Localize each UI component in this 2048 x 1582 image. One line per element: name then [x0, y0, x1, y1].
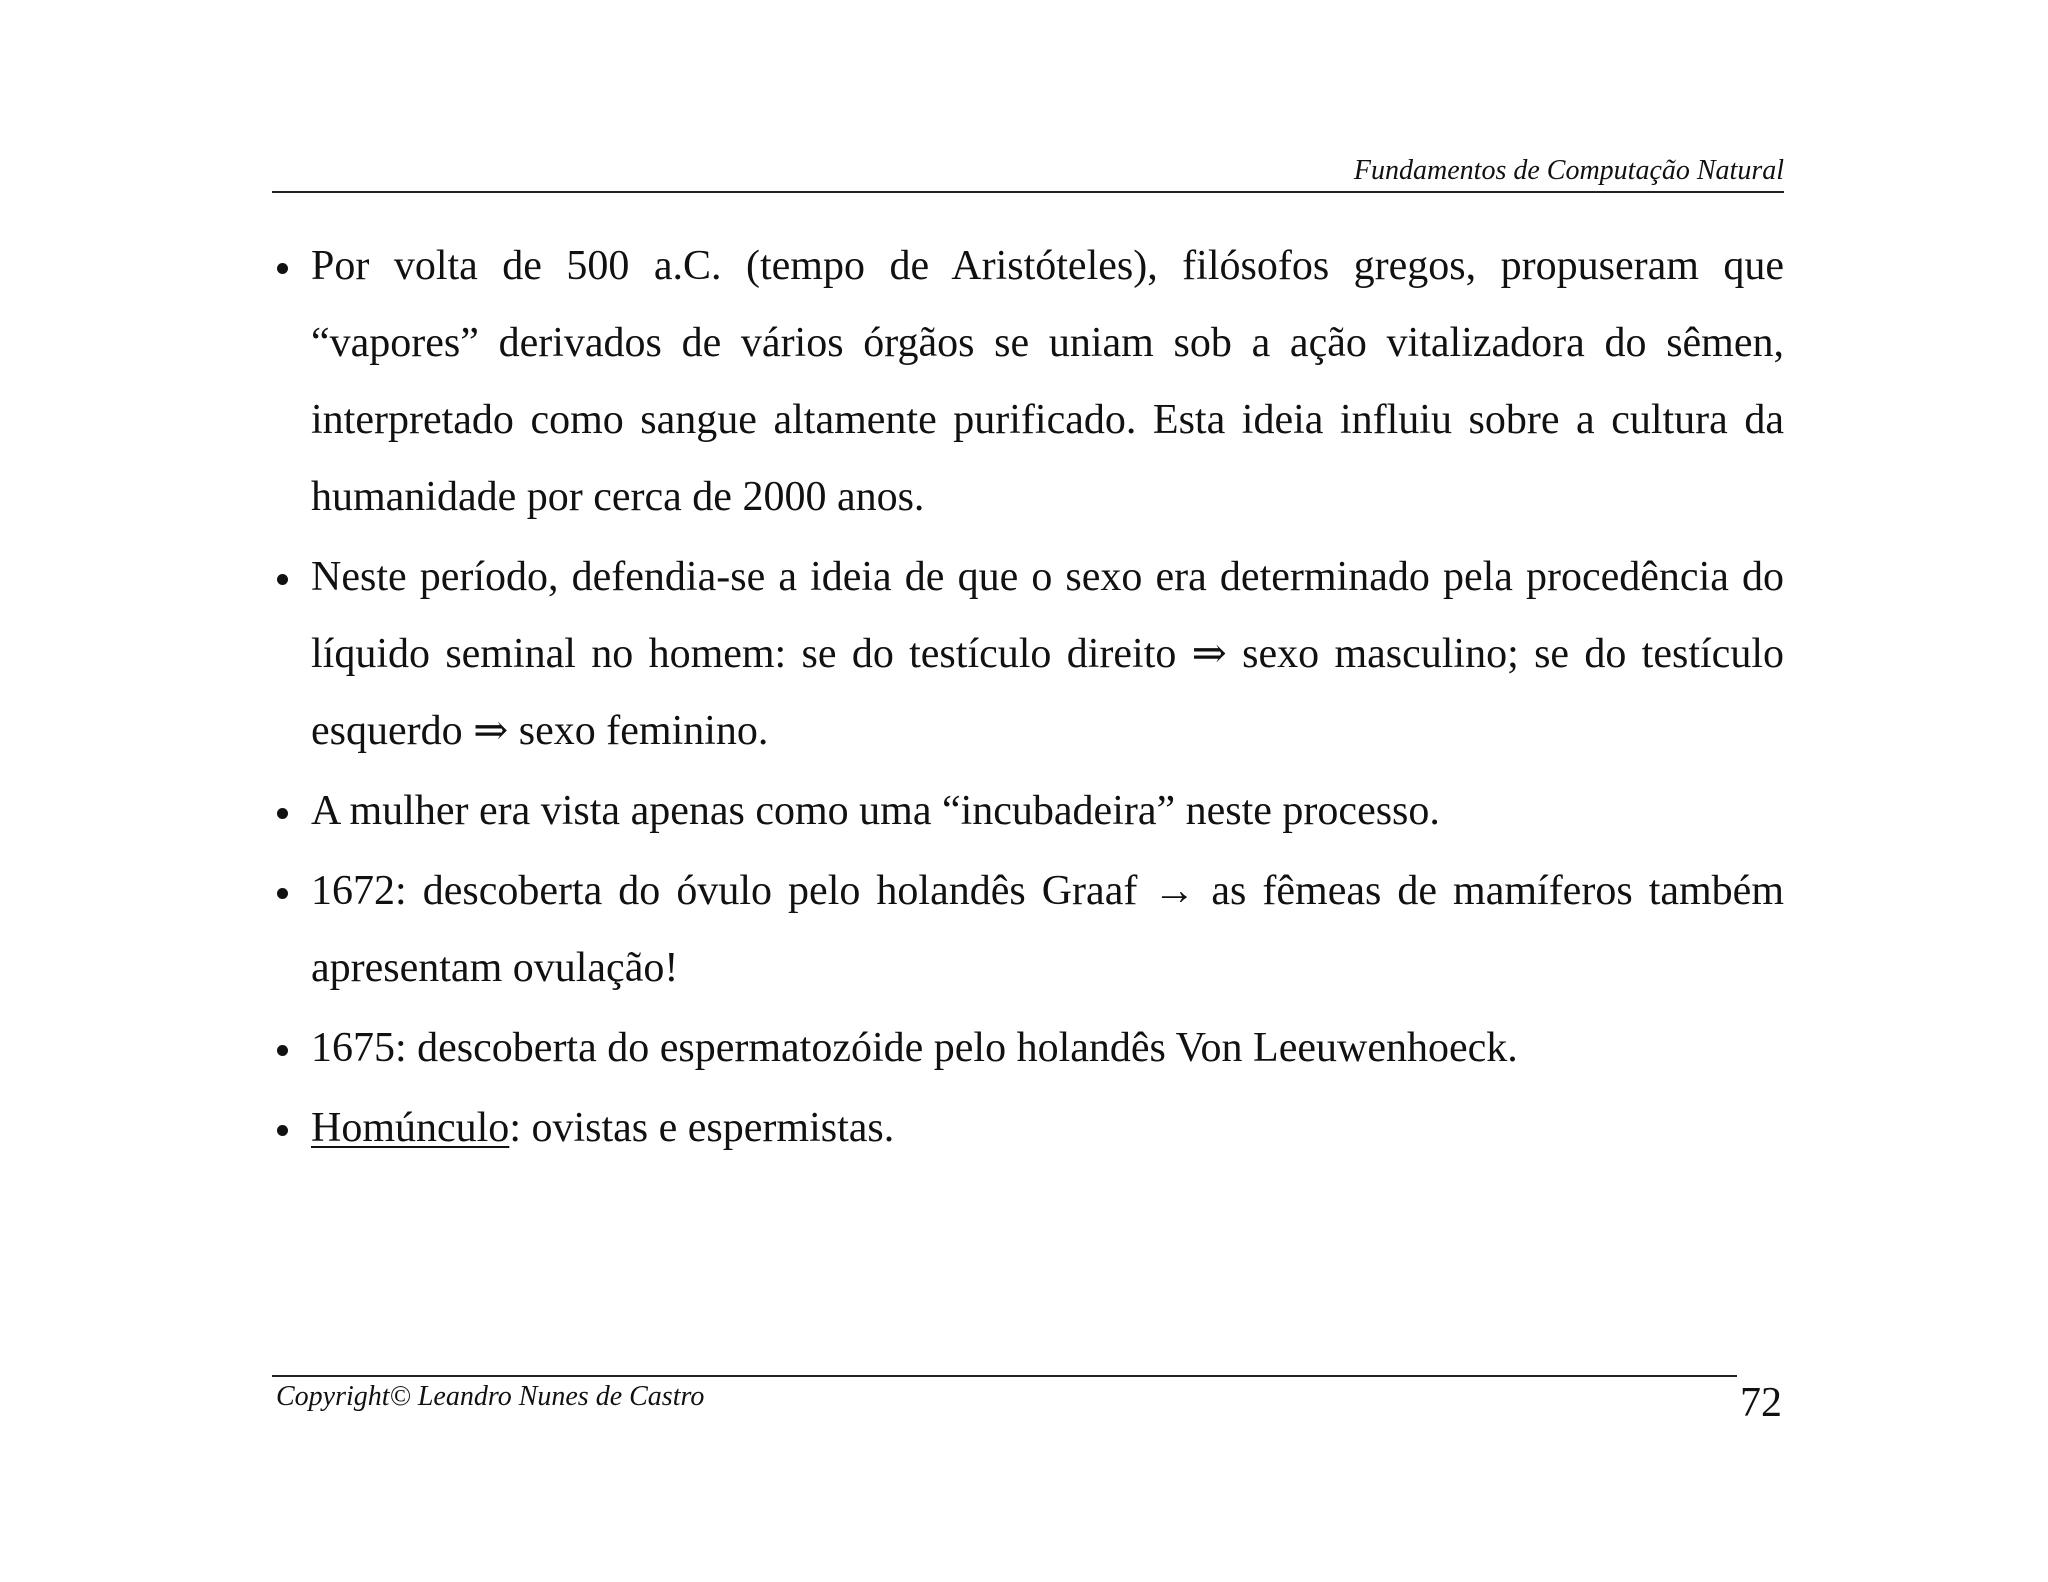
bullet-marker [277, 574, 288, 585]
bullet-text: Por volta de 500 a.C. (tempo de Aristóteles), filósofos gregos, propuseram que “vapores” derivados de vários órgãos se uniam sob a ação vitalizadora do sêmen, interpretado como sangue altamente purificado. Esta ideia influiu sobre a cultura da humanidade por cerca de 2000 anos. [311, 243, 1784, 520]
header-divider [272, 191, 1784, 193]
bullet-marker [277, 888, 288, 899]
bullet-item-woman-incubator [272, 773, 1784, 850]
bullet-text: : ovistas e espermistas. [509, 1105, 895, 1151]
slide-content [272, 228, 1784, 1170]
bullet-item-homunculo [272, 1090, 1784, 1167]
bullet-marker [277, 808, 288, 819]
bullet-item-aristoteles [272, 228, 1784, 536]
page-number: 72 [1740, 1380, 1782, 1426]
running-header-title: Fundamentos de Computação Natural [1353, 155, 1784, 186]
footer-copyright: Copyright© Leandro Nunes de Castro [276, 1381, 705, 1412]
bullet-text: Neste período, defendia-se a ideia de que o sexo era determinado pela procedência do líquido seminal no homem: se do testículo direito ⇒ sexo masculino; se do testículo esquerdo ⇒ sexo feminino. [311, 554, 1784, 754]
homunculo-term: Homúnculo [311, 1105, 510, 1151]
bullet-marker [277, 263, 288, 274]
bullet-text: A mulher era vista apenas como uma “incubadeira” neste processo. [311, 788, 1440, 834]
bullet-list [272, 228, 1784, 1167]
bullet-item-1675-sperm [272, 1010, 1784, 1087]
bullet-text: 1675: descoberta do espermatozóide pelo holandês Von Leeuwenhoeck. [311, 1025, 1518, 1071]
footer-divider [272, 1375, 1737, 1377]
bullet-item-sex-determination [272, 539, 1784, 770]
bullet-item-1672-ovum [272, 853, 1784, 1007]
bullet-marker [277, 1125, 288, 1136]
bullet-text: 1672: descoberta do óvulo pelo holandês Graaf → as fêmeas de mamíferos também apresentam ovulação! [311, 868, 1784, 991]
bullet-marker [277, 1045, 288, 1056]
